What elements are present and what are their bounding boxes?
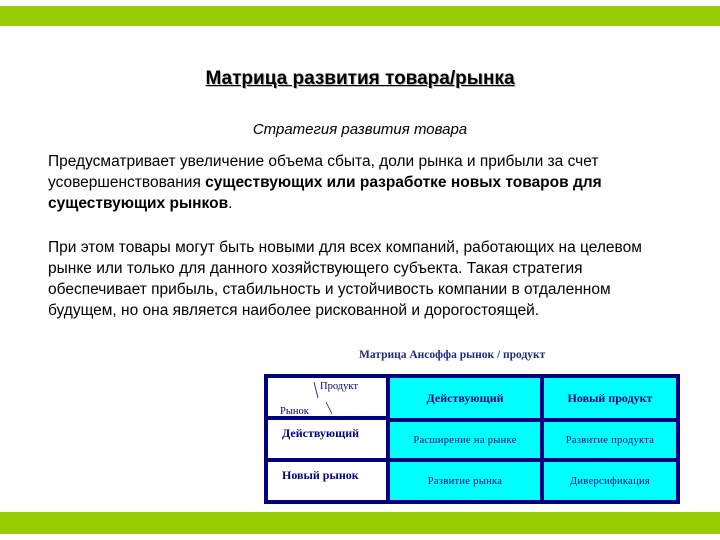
top-accent-bar	[0, 6, 720, 26]
paragraph-1-end: .	[228, 195, 233, 212]
corner-product-label: Продукт	[320, 381, 358, 392]
matrix-caption: Матрица Ансоффа рынок / продукт	[359, 349, 546, 361]
cell-product-development: Развитие продукта	[544, 422, 676, 458]
paragraph-2: При этом товары могут быть новыми для всех компаний, работающих на целевом рынке или только для данного хозяйствующего субъекта. Такая стратегия обеспечивает прибыль, стабильность и устойчивость компании в отдаленном будущем, но она является наиболее рискованной и дорогостоящей.	[48, 239, 642, 319]
cell-market-penetration: Расширение на рынке	[390, 422, 540, 458]
slide-title: Матрица развития товара/рынка	[205, 68, 515, 89]
bottom-accent-bar	[0, 512, 720, 534]
ansoff-matrix	[264, 374, 680, 504]
matrix-corner-cell	[268, 378, 386, 416]
cell-market-development: Развитие рынка	[390, 462, 540, 500]
row-header-existing-market: Действующий	[268, 420, 386, 458]
paragraph-1	[48, 151, 678, 214]
paragraph-1-text: Предусматривает увеличение объема сбыта, доли рынка и прибыли за счет усовершенствования	[48, 153, 599, 191]
paragraph-1-bold: существующих или разработке новых товаров для существующих рынков	[48, 174, 602, 212]
col-header-new-product: Новый продукт	[544, 378, 676, 418]
corner-market-label: Рынок	[280, 406, 309, 417]
slide-subtitle: Стратегия развития товара	[252, 121, 468, 138]
cell-diversification: Диверсификация	[544, 462, 676, 500]
row-header-new-market: Новый рынок	[268, 462, 386, 500]
col-header-existing-product: Действующий	[390, 378, 540, 418]
